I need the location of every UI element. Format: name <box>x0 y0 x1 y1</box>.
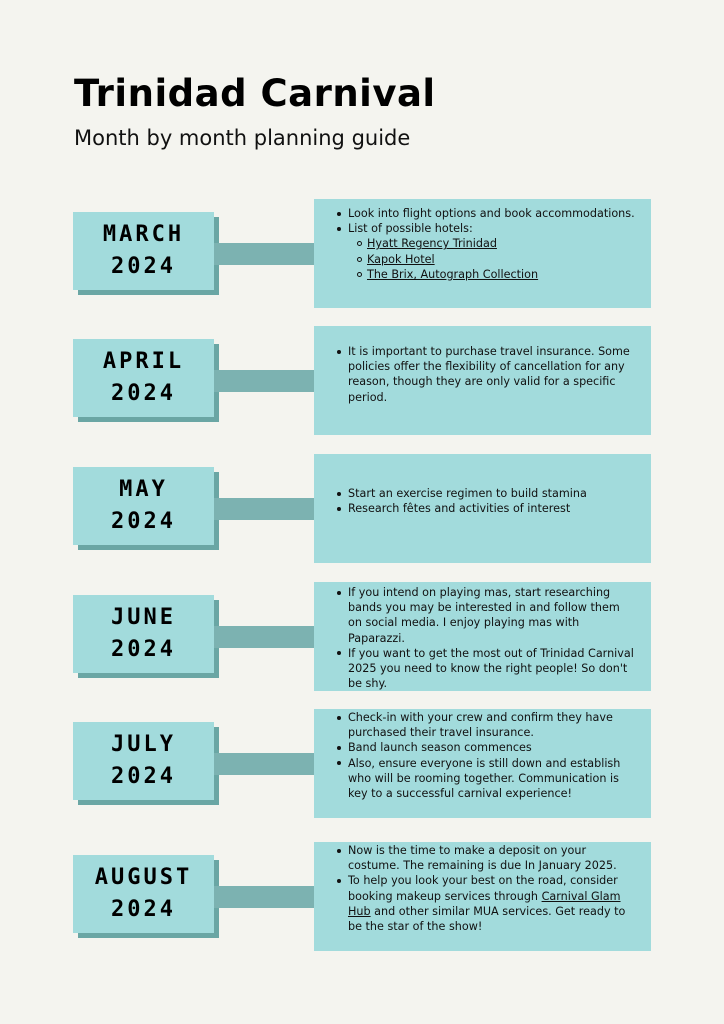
month-label-june <box>73 595 214 673</box>
carnival-glam-hub-link[interactable]: Carnival Glam Hub <box>348 889 621 918</box>
page-subtitle: Month by month planning guide <box>74 126 411 150</box>
hotel-link-hyatt[interactable]: Hyatt Regency Trinidad <box>367 236 637 251</box>
list-item <box>348 221 637 282</box>
month-year: 2024 <box>111 764 176 789</box>
list-item: Check-in with your crew and confirm they have purchased their travel insurance. <box>348 710 637 740</box>
month-label-august <box>73 855 214 933</box>
month-year: 2024 <box>111 897 176 922</box>
list-item: Look into flight options and book accommodations. <box>348 206 637 221</box>
list-item-text: and other similar MUA services. Get ready to be the star of the show! <box>348 904 626 934</box>
month-name: MARCH <box>102 222 185 247</box>
list-item: Research fêtes and activities of interest <box>348 501 637 516</box>
note-box-april <box>314 326 651 435</box>
note-box-august <box>314 842 651 951</box>
note-box-march <box>314 199 651 308</box>
connector-bar <box>214 626 314 648</box>
month-label-may <box>73 467 214 545</box>
month-name: JULY <box>111 732 176 757</box>
note-box-may <box>314 454 651 563</box>
list-item: Start an exercise regimen to build stamina <box>348 486 637 501</box>
month-year: 2024 <box>111 637 176 662</box>
connector-bar <box>214 753 314 775</box>
month-name: JUNE <box>111 605 176 630</box>
connector-bar <box>214 243 314 265</box>
connector-bar <box>214 370 314 392</box>
hotel-link-kapok[interactable]: Kapok Hotel <box>367 252 637 267</box>
month-year: 2024 <box>111 381 176 406</box>
list-item: If you intend on playing mas, start researching bands you may be interested in and follow them on social media. I enjoy playing mas with Paparazzi. <box>348 585 637 646</box>
note-box-june <box>314 582 651 691</box>
month-name: AUGUST <box>94 865 193 890</box>
month-name: MAY <box>119 477 168 502</box>
month-label-july <box>73 722 214 800</box>
month-year: 2024 <box>111 254 176 279</box>
list-item: If you want to get the most out of Trinidad Carnival 2025 you need to know the right people! So don't be shy. <box>348 646 637 692</box>
month-name: APRIL <box>102 349 185 374</box>
list-item: Now is the time to make a deposit on your costume. The remaining is due In January 2025. <box>348 843 637 873</box>
month-year: 2024 <box>111 509 176 534</box>
list-item-text: To help you look your best on the road, consider booking makeup services through <box>348 874 618 903</box>
list-item: It is important to purchase travel insurance. Some policies offer the flexibility of cancellation for any reason, though they are only valid for a specific period. <box>348 344 637 405</box>
connector-bar <box>214 886 314 908</box>
connector-bar <box>214 498 314 520</box>
list-item-text: List of possible hotels: <box>348 222 473 236</box>
month-label-march <box>73 212 214 290</box>
list-item: Also, ensure everyone is still down and establish who will be rooming together. Communication is key to a successful carnival experience! <box>348 756 637 802</box>
list-item <box>348 873 637 934</box>
hotel-link-brix[interactable]: The Brix, Autograph Collection <box>367 267 637 282</box>
month-label-april <box>73 339 214 417</box>
list-item: Band launch season commences <box>348 740 637 755</box>
note-box-july <box>314 709 651 818</box>
page-title: Trinidad Carnival <box>74 72 436 115</box>
